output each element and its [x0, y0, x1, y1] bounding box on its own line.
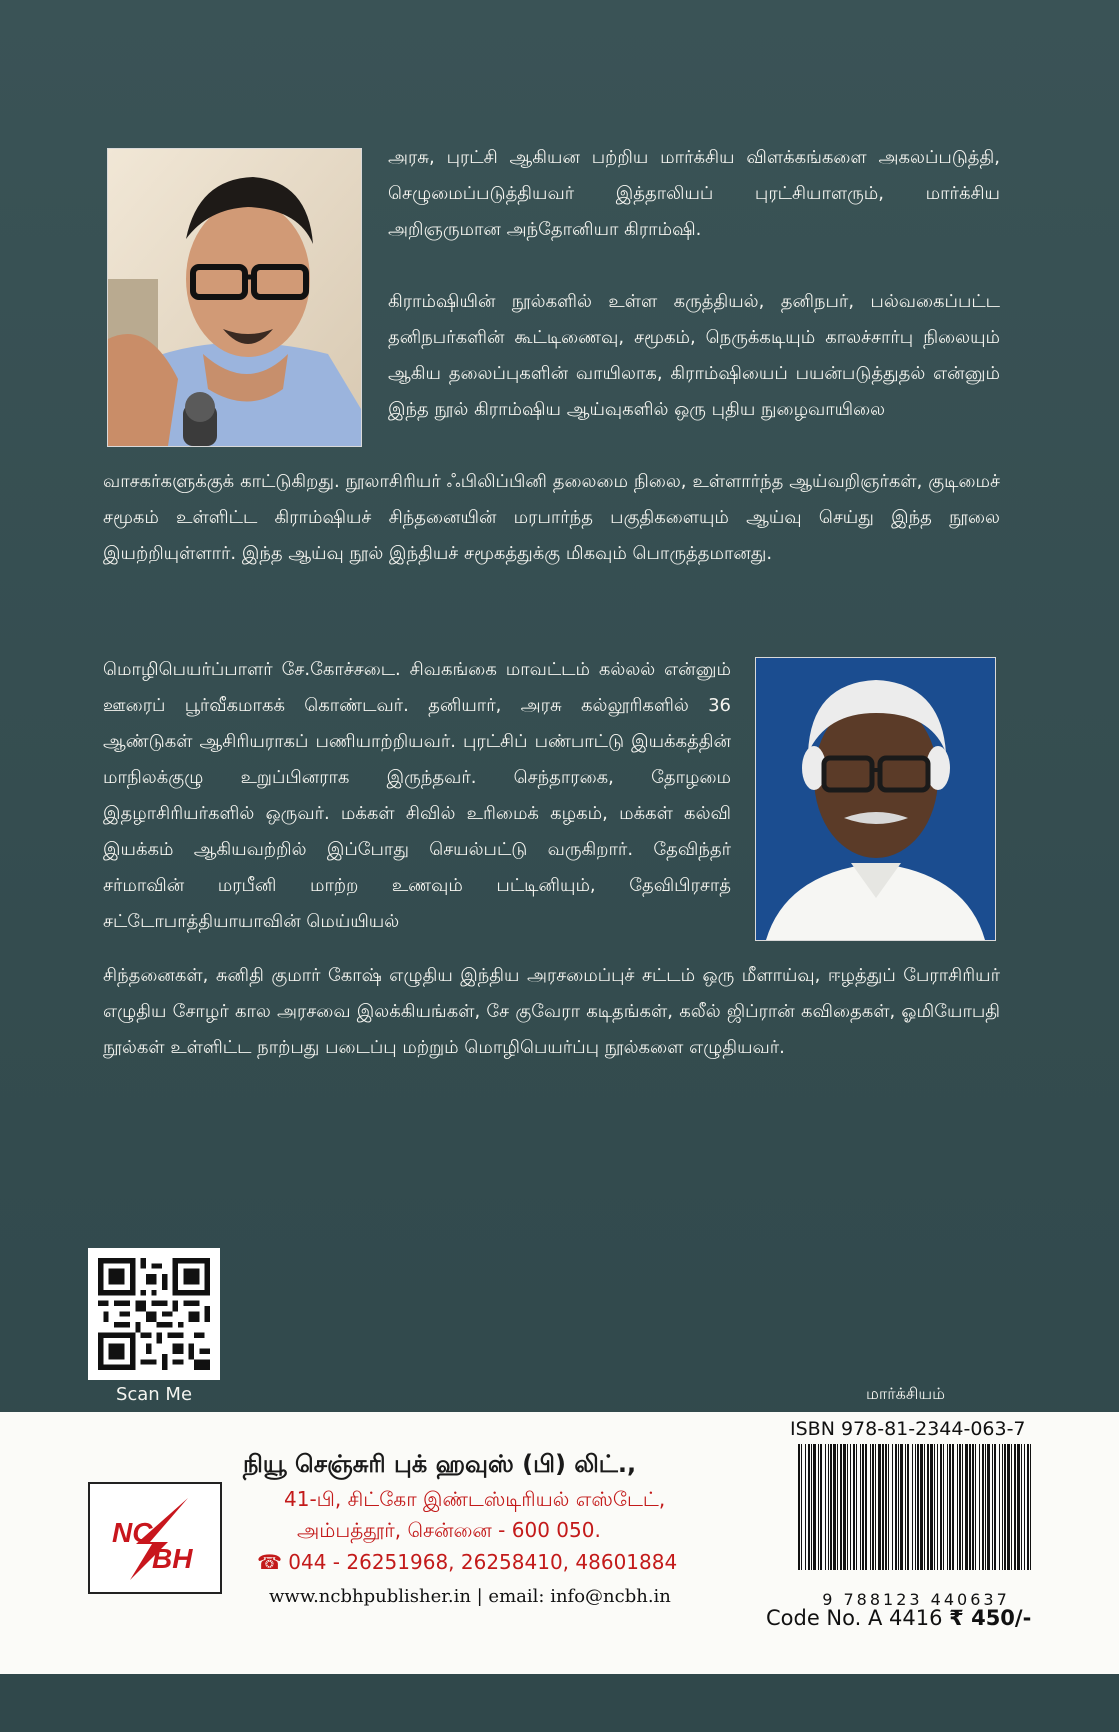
publisher-name: நியூ செஞ்சுரி புக் ஹவுஸ் (பி) லிட்., — [243, 1450, 637, 1478]
publisher-web-email[interactable]: www.ncbhpublisher.in | email: info@ncbh.in — [269, 1586, 671, 1607]
qr-code[interactable] — [88, 1248, 220, 1380]
qr-caption: Scan Me — [115, 1384, 193, 1405]
logo-nc: NC — [112, 1517, 153, 1548]
logo-bh: BH — [152, 1543, 193, 1574]
isbn-label: ISBN 978-81-2344-063-7 — [790, 1418, 1026, 1440]
publisher-address-2: அம்பத்தூர், சென்னை - 600 050. — [297, 1518, 601, 1542]
publisher-phone: ☎ 044 - 26251968, 26258410, 48601884 — [257, 1550, 678, 1574]
author-bio-paragraph-2-bottom: வாசகர்களுக்குக் காட்டுகிறது. நூலாசிரியர் ஃபிலிப்பினி தலைமை நிலை, உள்ளார்ந்த ஆய்வறிஞர்கள், குடிமைச் சமூகம் உள்ளிட்ட கிராம்ஷியச் சிந்தனையின் மரபார்ந்த பகுதிகளையும் ஆய்வு செய்து இந்த நூலை இயற்றியுள்ளார். இந்த ஆய்வு நூல் இந்தியச் சமூகத்துக்கு மிகவும் பொருத்தமானது. — [103, 471, 1000, 564]
barcode-digits: 9 788123 440637 — [822, 1590, 1010, 1609]
translator-bio-bottom: சிந்தனைகள், சுனிதி குமார் கோஷ் எழுதிய இந்திய அரசமைப்புச் சட்டம் ஒரு மீளாய்வு, ஈழத்துப் பேராசிரியர் எழுதிய சோழர் கால அரசவை இலக்கியங்கள், சே குவேரா கடிதங்கள், கலீல் ஜிப்ரான் கவிதைகள், ஓமியோபதி நூல்கள் உள்ளிட்ட நாற்பது படைப்பு மற்றும் மொழிபெயர்ப்பு நூல்களை எழுதியவர். — [103, 965, 1000, 1058]
price: ₹ 450/- — [949, 1606, 1032, 1630]
publisher-address-1: 41-பி, சிட்கோ இண்டஸ்டிரியல் எஸ்டேட், — [284, 1487, 666, 1511]
code-number: Code No. A 4416 — [766, 1606, 943, 1630]
author-photo — [107, 148, 362, 447]
translator-bio-top: மொழிபெயர்ப்பாளர் சே.கோச்சடை. சிவகங்கை மாவட்டம் கல்லல் என்னும் ஊரைப் பூர்வீகமாகக் கொண்டவர். தனியார், அரசு கல்லூரிகளில் 36 ஆண்டுகள் ஆசிரியராகப் பணியாற்றியவர். புரட்சிப் பண்பாட்டு இயக்கத்தின் மாநிலக்குழு உறுப்பினராக இருந்தவர். செந்தாரகை, தோழமை இதழாசிரியர்களில் ஒருவர். மக்கள் சிவில் உரிமைக் கழகம், மக்கள் கல்வி இயக்கம் ஆகியவற்றில் இப்போது செயல்பட்டு வருகிறார். தேவிந்தர் சர்மாவின் மரபீனி மாற்ற உணவும் பட்டினியும், தேவிபிரசாத் சட்டோபாத்தியாயாவின் மெய்யியல் — [103, 659, 731, 932]
publisher-logo — [88, 1482, 222, 1594]
translator-photo — [755, 657, 996, 941]
barcode-icon — [794, 1444, 1038, 1570]
genre-label: மார்க்சியம் — [866, 1384, 945, 1403]
author-bio-paragraph-2-top: கிராம்ஷியின் நூல்களில் உள்ள கருத்தியல், தனிநபர், பல்வகைப்பட்ட தனிநபர்களின் கூட்டிணைவு, சமூகம், நெருக்கடியும் காலச்சார்பு நிலையும் ஆகிய தலைப்புகளின் வாயிலாக, கிராம்ஷியைப் பயன்படுத்துதல் என்னும் இந்த நூல் கிராம்ஷிய ஆய்வுகளில் ஒரு புதிய நுழைவாயிலை — [388, 291, 1000, 420]
qr-code-icon — [98, 1258, 210, 1370]
code-and-price — [766, 1606, 1031, 1630]
author-bio-paragraph-1: அரசு, புரட்சி ஆகியன பற்றிய மார்க்சிய விளக்கங்களை அகலப்படுத்தி, செழுமைப்படுத்தியவர் இத்தாலியப் புரட்சியாளரும், மார்க்சிய அறிஞருமான அந்தோனியா கிராம்ஷி. — [388, 147, 1000, 240]
